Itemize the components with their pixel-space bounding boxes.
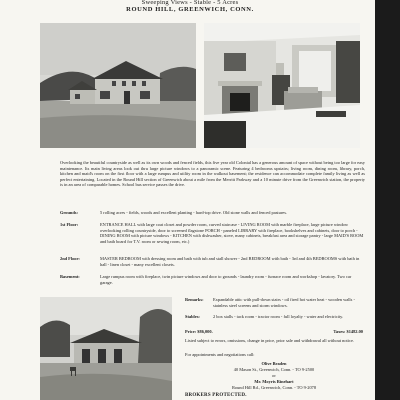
stables-text: 2 box stalls - tack room - tractor room - full loyalty - water and electricity.	[213, 314, 344, 319]
brokers-protected: BROKERS PROTECTED.	[185, 393, 247, 398]
grounds-text: 5 rolling acres - fields, woods and excellent planting - hard-top drive. Old stone walls and fenced pastures.	[100, 210, 288, 215]
listing-disclaimer: Listed subject to errors, omissions, change in price, prior sale and withdrawal all without notice.	[185, 338, 354, 343]
price: Price: $86,000.	[185, 329, 213, 334]
appointments-note: For appointments and negotiations call:	[185, 352, 255, 357]
taxes: Taxes: $1482.00	[333, 329, 363, 334]
stable-photo	[40, 297, 172, 400]
first-floor-label: 1st Floor:	[60, 222, 79, 227]
header-tagline: Sweeping Views - Stable - 5 Acres	[141, 0, 239, 6]
basement-label: Basement:	[60, 274, 80, 279]
broker-2-address: Round Hill Rd., Greenwich, Conn. - TO 9-2078	[231, 385, 317, 390]
house-exterior-image	[40, 23, 196, 148]
living-room-image	[204, 23, 360, 148]
living-room-photo	[204, 23, 360, 148]
second-floor-label: 2nd Floor:	[60, 256, 80, 261]
remarks-label: Remarks:	[185, 297, 204, 302]
header	[80, 0, 300, 12]
first-floor-text: ENTRANCE HALL with large coat closet and powder room, curved staircase - LIVING ROOM with marble fireplace, large picture window overlooking rolling countryside, door to screened flagstone PORCH - paneled LIBRARY with fireplace, bookshelves and cabinets, door to porch - DINING ROOM with picture windows - KITCHEN with dishwasher, stove, many cabinets, breakfast area and storage pantry - large MAID'S ROOM and bath board for T.V. room or sewing room, etc.)	[100, 222, 364, 244]
broker-2-name: Mr. Moyris Rinehart	[254, 379, 294, 384]
second-floor-text: MASTER BEDROOM with dressing room and bath with tub and stall shower - 2nd BEDROOM with bath - 3rd and 4th BEDROOMS with bath in hall - linen closet - many excellent closets.	[100, 256, 360, 267]
house-exterior-photo	[40, 23, 196, 148]
basement-text: Large rumpus room with fireplace, twin picture windows and door to grounds - laundry room - furnace room and workshop - lavatory. Two car garage.	[100, 274, 352, 285]
stables-label: Stables:	[185, 314, 200, 319]
intro-paragraph: Overlooking the beautiful countryside as well as its own woods and fenced fields, this five year old Colonial has a generous amount of space without being too large for easy maintenance. Its main living areas look out thru large picture windows to a panoramic scene. Featuring 4 bedrooms upstairs; living room, dining room, library, porch, kitchen and maid's room on the first floor with a large rumpus and utility room in the walkout basement; the residence can accommodate complete family living as well as perfect entertaining. Located in the Round Hill section of Greenwich about a mile from the Merritt Parkway and a 10 minute drive from the Greenwich station, the property is in an area of comparable homes. School bus service passes the drive.	[60, 160, 365, 188]
stable-image	[40, 297, 172, 400]
broker-1-address: 40 Mason St., Greenwich, Conn. - TO 9-2500	[233, 367, 315, 372]
remarks-text: Expandable attic with pull-down stairs - oil fired hot water heat - wooden walls - stainless steel screens and storm windows.	[213, 297, 355, 308]
broker-1-name: Olive Braden	[261, 361, 287, 366]
header-location: ROUND HILL, GREENWICH, CONN.	[126, 5, 254, 13]
grounds-label: Grounds:	[60, 210, 78, 215]
or-separator: or	[272, 373, 276, 378]
